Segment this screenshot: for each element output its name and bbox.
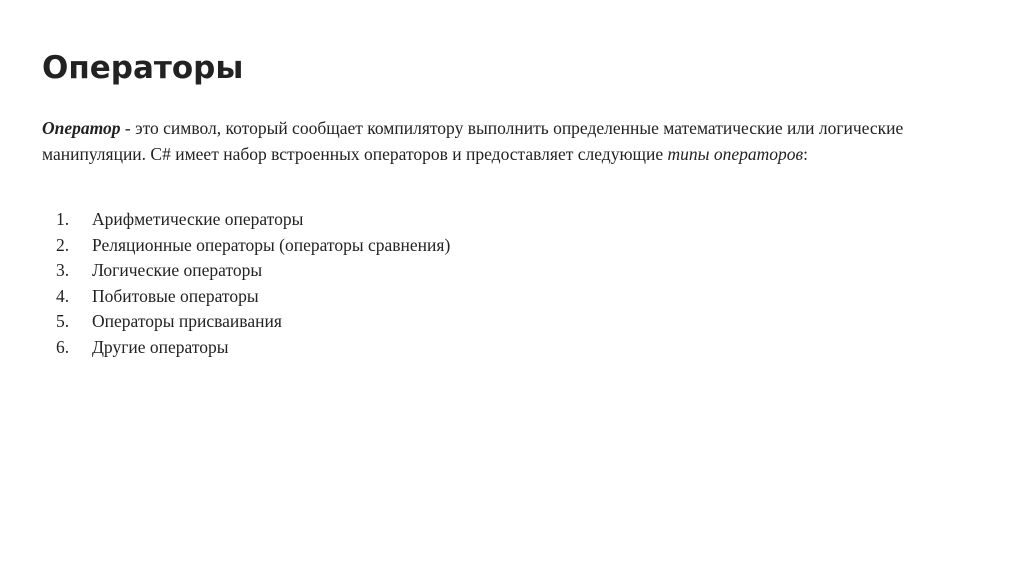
intro-text-part2: : — [803, 143, 808, 164]
list-item — [42, 258, 450, 284]
list-item-number: 4. — [56, 285, 70, 306]
list-item-number: 3. — [56, 260, 70, 280]
list-item-number: 6. — [56, 336, 70, 357]
list-item — [42, 284, 450, 310]
intro-text-part1: - это символ, который сообщает компилятору выполнить определенные математические или логические манипуляции. C# имеет набор встроенных операторов и предоставляет следующие — [42, 118, 904, 164]
operator-types-list — [42, 207, 450, 360]
list-item — [42, 335, 450, 361]
list-item — [42, 309, 450, 335]
list-item-text: Другие операторы — [92, 336, 229, 357]
list-item — [42, 233, 450, 259]
slide-title: Операторы — [42, 50, 244, 86]
intro-term: Оператор — [42, 118, 121, 138]
list-item — [42, 207, 450, 233]
list-item-number: 2. — [56, 234, 70, 255]
intro-emphasis: типы операторов — [667, 143, 804, 164]
list-item-text: Побитовые операторы — [92, 285, 259, 306]
list-item-text: Арифметические операторы — [92, 209, 304, 229]
intro-paragraph — [42, 116, 942, 167]
list-item-number: 1. — [56, 209, 70, 229]
list-item-text: Логические операторы — [92, 260, 263, 280]
list-item-number: 5. — [56, 311, 70, 331]
list-item-text: Операторы присваивания — [92, 311, 282, 331]
list-item-text: Реляционные операторы (операторы сравнения) — [92, 234, 451, 255]
